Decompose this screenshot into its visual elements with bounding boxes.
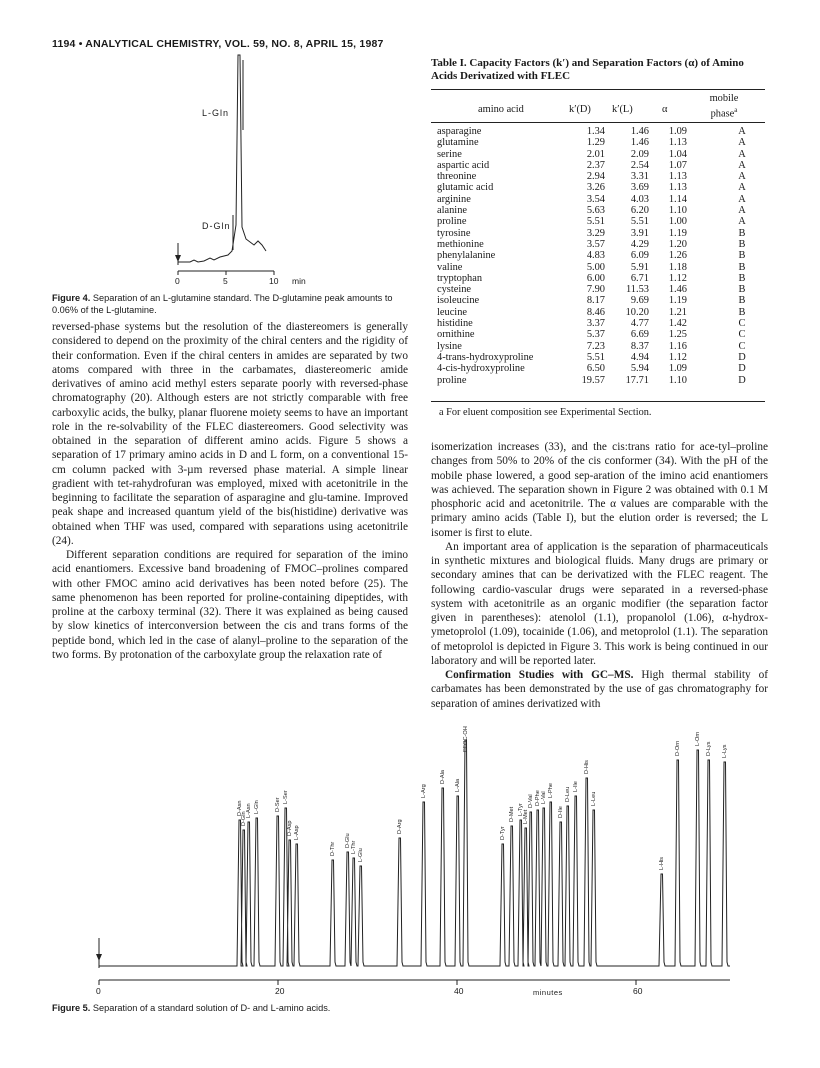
table-cell: 7.90 (586, 284, 605, 296)
table-cell: B (738, 238, 746, 250)
confirmation-studies-text: High thermal stability of carbamates has been demonstrated by the use of gas chromatography for separation of amines derivatized with (431, 669, 768, 710)
table-1-footnote: a For eluent composition see Experimental Section. (439, 407, 652, 418)
table-1-header-rule (431, 122, 765, 123)
figure-5-peak-label: D-His (584, 760, 590, 774)
table-row (437, 137, 761, 148)
table-cell: 10.20 (625, 306, 649, 318)
table-cell: 1.13 (668, 137, 687, 149)
table-cell: 6.50 (586, 363, 605, 375)
injection-arrow-icon (175, 255, 181, 262)
table-row (437, 182, 761, 193)
figure-5-caption (52, 1003, 652, 1015)
table-cell: 4.29 (630, 238, 649, 250)
table-cell: lysine (437, 340, 462, 352)
table-cell: 3.57 (586, 238, 605, 250)
table-cell: A (738, 216, 746, 228)
table-cell: 17.71 (625, 374, 649, 386)
figure-5-axis-label: minutes (533, 988, 563, 997)
table-cell: 5.63 (586, 205, 605, 217)
table-cell: D (738, 351, 746, 363)
table-cell: 9.69 (630, 295, 649, 307)
figure-5-peak-label: D-Val (528, 794, 534, 808)
table-row (437, 171, 761, 182)
table-1-header-amino-acid: amino acid (478, 104, 524, 115)
table-cell: 8.17 (586, 295, 605, 307)
table-1-title: Table I. Capacity Factors (k′) and Separation Factors (α) of Amino Acids Derivatized with FLEC (431, 57, 744, 82)
table-cell: B (738, 272, 746, 284)
left-paragraph-1: reversed-phase systems but the resolution of the diastereomers is generally considered to depend on the proximity of the chiral centers and the rigidity of their conformation. Even if the chiral centers in amides are separated by two atoms compared with three in the carbamates, diastereomeric amide derivatives of amino acid methyl esters separate poorly with reversed-phase chromatography (20). Although esters are not strictly comparable with free carboxylic acids, the bulky, planar fluorene moiety seems to have an important role in the re-solvability of the FLEC diastereomers. Good selectivity was obtained in the separation of different amino acids. Figure 5 shows a separation of 17 primary amino acids in D and L form, on a conventional 15-cm column packed with 3-µm reversed phase material. A simple linear gradient with tet-rahydrofuran was employed, mixed with acetonitrile in the beginning to facilitate the separation of asparagine and glu-tamine. Improved peak shape and increased quantum yield of the bis(histidine) derivative was obtained when THF was used, compared with separations using acetonitrile (24). (52, 321, 408, 547)
table-cell: 5.51 (586, 351, 605, 363)
table-cell: 8.46 (586, 306, 605, 318)
figure-5-injection-arrow-icon (96, 954, 102, 961)
table-row (437, 273, 761, 284)
table-cell: 1.46 (668, 284, 687, 296)
table-cell: D (738, 374, 746, 386)
figure-4-peak-label-d-gln: D-Gln (202, 221, 231, 231)
table-cell: 6.00 (586, 272, 605, 284)
table-cell: 5.94 (630, 363, 649, 375)
table-cell: A (738, 193, 746, 205)
table-cell: 1.13 (668, 182, 687, 194)
table-cell: 4.94 (630, 351, 649, 363)
table-cell: 1.09 (668, 363, 687, 375)
table-cell: B (738, 306, 746, 318)
table-cell: glutamic acid (437, 182, 494, 194)
table-cell: 6.69 (630, 329, 649, 341)
table-cell: 1.12 (668, 351, 687, 363)
table-row (437, 284, 761, 295)
table-cell: 3.69 (630, 182, 649, 194)
table-cell: B (738, 261, 746, 273)
right-column (431, 440, 768, 711)
table-row (437, 194, 761, 205)
table-cell: D (738, 363, 746, 375)
table-cell: proline (437, 216, 467, 228)
figure-5-peak-label: D-Ile (558, 806, 564, 818)
table-cell: tyrosine (437, 227, 471, 239)
table-cell: 1.42 (668, 318, 687, 330)
left-paragraph-2: Different separation conditions are required for separation of the imino acid enantiomers. Excessive band broadening of FMOC–prolines compared with other FMOC amino acid derivatives has been noted before (25). The same phenomenon has been reported for proline-containing dipeptides, with proline at the carboxy terminal (32). There it was explained as being caused by slow kinetics of interconversion between the cis and trans forms of the peptide bond, which led in the case of alanyl–proline to the separation of the two forms. By protonation of the carboxylate group the relaxation rate of (52, 549, 408, 661)
table-row (437, 329, 761, 340)
table-cell: 1.19 (668, 227, 687, 239)
figure-5-peak-label: L-Gln (254, 800, 260, 814)
table-cell: 1.18 (668, 261, 687, 273)
table-row (437, 228, 761, 239)
table-cell: A (738, 182, 746, 194)
table-cell: A (738, 137, 746, 149)
table-cell: 2.01 (586, 148, 605, 160)
table-cell: 1.07 (668, 159, 687, 171)
table-1-header-row (431, 93, 765, 121)
table-cell: 4.77 (630, 318, 649, 330)
figure-4-tick-5: 5 (223, 276, 228, 286)
table-cell: ornithine (437, 329, 475, 341)
table-cell: B (738, 250, 746, 262)
figure-5-peak-label: D-Glu (345, 833, 351, 848)
figure-4-chromatogram (170, 55, 320, 290)
table-cell: C (738, 318, 746, 330)
table-row (437, 318, 761, 329)
table-cell: asparagine (437, 126, 482, 137)
right-paragraph-1: isomerization increases (33), and the cis:trans ratio for ace-tyl–proline changes from 50% to 20% of the cis conformer (34). With the pH of the mobile phase lowered, a good sep-aration of the imino acid enantiomers was achieved. The separation shown in Figure 2 was obtained with 0.1 M phosphoric acid and acetonitrile. The α values are comparable with the primary amino acids (Table I), but the elution order is reversed; the L isomer is first to elute. (431, 441, 768, 539)
table-cell: 4.03 (630, 193, 649, 205)
figure-5-peak-label: L-Ala (455, 778, 461, 792)
table-cell: 1.21 (668, 306, 687, 318)
table-1 (437, 126, 761, 386)
figure-5-tick-20: 20 (275, 986, 285, 996)
table-cell: tryptophan (437, 272, 483, 284)
table-cell: A (738, 205, 746, 217)
table-cell: 3.31 (630, 171, 649, 183)
confirmation-studies-heading: Confirmation Studies with GC–MS. (445, 669, 634, 681)
table-cell: 1.29 (586, 137, 605, 149)
figure-5-chromatogram (90, 726, 750, 1002)
table-cell: 3.54 (586, 193, 605, 205)
table-cell: isoleucine (437, 295, 480, 307)
table-cell: 1.14 (668, 193, 687, 205)
figure-5-peak-label: D-Phe (535, 790, 541, 806)
table-cell: 6.09 (630, 250, 649, 262)
figure-4-axis-unit: min (292, 276, 306, 286)
figure-5-peak-label: L-Ser (283, 790, 289, 804)
figure-5-peak-label: L-Asn (246, 803, 252, 818)
table-cell: 5.00 (586, 261, 605, 273)
table-cell: arginine (437, 193, 471, 205)
table-row (437, 375, 761, 386)
table-cell: histidine (437, 318, 473, 330)
figure-5-trace (99, 740, 730, 966)
table-cell: B (738, 295, 746, 307)
table-1-bottom-rule (431, 401, 765, 402)
figure-5-caption-text: Separation of a standard solution of D- and L-amino acids. (92, 1003, 331, 1013)
table-cell: proline (437, 374, 467, 386)
figure-5-peak-label: D-Leu (565, 786, 571, 802)
table-cell: 1.10 (668, 205, 687, 217)
table-cell: cysteine (437, 284, 472, 296)
table-1-header-footnote-mark: a (734, 105, 738, 114)
figure-4-caption (52, 293, 407, 316)
figure-4-caption-label: Figure 4. (52, 293, 91, 303)
figure-5-peak-label: L-Arg (421, 784, 427, 798)
table-cell: leucine (437, 306, 467, 318)
table-cell: 6.71 (630, 272, 649, 284)
table-cell: 2.94 (586, 171, 605, 183)
table-cell: 1.20 (668, 238, 687, 250)
table-cell: A (738, 126, 746, 137)
figure-5-peak-label: D-Arg (397, 819, 403, 834)
table-cell: 1.12 (668, 272, 687, 284)
table-row (437, 205, 761, 216)
figure-5-tick-0: 0 (96, 986, 101, 996)
table-cell: valine (437, 261, 463, 273)
table-cell: 7.23 (586, 340, 605, 352)
figure-5-peak-label: L-Asp (294, 825, 300, 840)
figure-5-peak-label: D-Ser (275, 797, 281, 812)
table-row (437, 295, 761, 306)
figure-5-peak-label: L-Val (541, 791, 547, 804)
table-cell: 1.46 (630, 137, 649, 149)
figure-5-peak-label: D-Thr (330, 841, 336, 856)
table-cell: 5.91 (630, 261, 649, 273)
figure-5-peak-label: D-Gln (241, 811, 247, 826)
table-cell: 5.51 (630, 216, 649, 228)
table-cell: alanine (437, 205, 467, 217)
table-cell: 1.25 (668, 329, 687, 341)
figure-4-tick-10: 10 (269, 276, 279, 286)
table-cell: A (738, 159, 746, 171)
table-1-header-kd: k′(D) (569, 104, 591, 115)
table-cell: 1.26 (668, 250, 687, 262)
table-cell: C (738, 340, 746, 352)
table-cell: 1.10 (668, 374, 687, 386)
figure-5-peak-label: D-Lys (706, 741, 712, 756)
table-row (437, 341, 761, 352)
table-cell: 2.37 (586, 159, 605, 171)
table-cell: A (738, 171, 746, 183)
figure-5-peak-label: L-Lys (722, 744, 728, 758)
table-cell: 1.19 (668, 295, 687, 307)
figure-5-peak-label: D-Ala (440, 770, 446, 784)
right-paragraph-2: An important area of application is the separation of pharmaceuticals in synthetic mixtures and biological fluids. Many drugs are primary or secondary amines that can be derivatized with the FLEC reagent. The following cardio-vascular drugs were separated in a reversed-phase system with acetonitrile as an organic modifier (the separation factor given in parentheses): atenolol (1.1), propanolol (1.06), α-hydrox-ymetoprolol (1.09), tocainide (1.06), and metoprolol (1.1). The separation of metoprolol is depicted in Figure 3. This work is being continued in our laboratory and will be reported later. (431, 540, 768, 667)
figure-4-caption-text: Separation of an L-glutamine standard. The D-glutamine peak amounts to 0.06% of the L-glutamine. (52, 293, 393, 315)
table-cell: 1.13 (668, 171, 687, 183)
figure-5-peak-label: D-Met (509, 806, 515, 822)
table-cell: phenylalanine (437, 250, 496, 262)
table-1-header-alpha: α (662, 104, 668, 115)
table-cell: B (738, 227, 746, 239)
left-column (52, 320, 408, 662)
table-cell: 3.37 (586, 318, 605, 330)
table-cell: 3.26 (586, 182, 605, 194)
figure-5-peak-label: D-Tyr (500, 826, 506, 840)
figure-5-peak-label: L-Phe (548, 783, 554, 798)
table-cell: 5.37 (586, 329, 605, 341)
table-cell: 1.46 (630, 126, 649, 137)
table-1-header-mobile-phase-text: mobile phase (709, 93, 739, 119)
table-cell: 6.20 (630, 205, 649, 217)
running-header: 1194 • ANALYTICAL CHEMISTRY, VOL. 59, NO. 8, APRIL 15, 1987 (52, 38, 384, 50)
table-cell: 4-cis-hydroxyproline (437, 363, 525, 375)
table-cell: 1.16 (668, 340, 687, 352)
table-row (437, 149, 761, 160)
table-cell: 2.54 (630, 159, 649, 171)
table-cell: methionine (437, 238, 484, 250)
figure-5-peak-label: L-Leu (591, 791, 597, 806)
table-cell: 4-trans-hydroxyproline (437, 351, 534, 363)
table-1-top-rule (431, 89, 765, 90)
figure-5-peak-label: L-Ile (573, 781, 579, 792)
table-cell: 3.29 (586, 227, 605, 239)
figure-4-tick-0: 0 (175, 276, 180, 286)
table-cell: 11.53 (626, 284, 649, 296)
table-cell: 1.09 (668, 126, 687, 137)
table-row (437, 307, 761, 318)
figure-5-peak-label: D-Orn (675, 740, 681, 756)
figure-5-peak-label: L-Orn (695, 731, 701, 746)
table-cell: 5.51 (586, 216, 605, 228)
table-row (437, 126, 761, 137)
figure-5-peak-label: D-Asn (237, 800, 243, 816)
table-row (437, 250, 761, 261)
table-cell: 1.04 (668, 148, 687, 160)
table-cell: serine (437, 148, 462, 160)
table-cell: 1.34 (586, 126, 605, 137)
table-row (437, 160, 761, 171)
right-paragraph-3 (431, 668, 768, 711)
table-cell: A (738, 148, 746, 160)
figure-5-peak-label: FEOC-OH (463, 726, 469, 752)
table-row (437, 352, 761, 363)
table-cell: 4.83 (586, 250, 605, 262)
figure-4-peak-label-l-gln: L-Gln (202, 108, 230, 118)
table-cell: 19.57 (581, 374, 605, 386)
figure-5-peak-label: L-Glu (358, 848, 364, 862)
table-cell: 1.00 (668, 216, 687, 228)
figure-5-peak-label: L-Tyr (518, 803, 524, 816)
table-row (437, 216, 761, 227)
figure-5-tick-40: 40 (454, 986, 464, 996)
table-cell: B (738, 284, 746, 296)
figure-5-peak-label: D-Asp (287, 820, 293, 836)
table-cell: 8.37 (630, 340, 649, 352)
table-row (437, 363, 761, 374)
table-cell: C (738, 329, 746, 341)
table-cell: glutamine (437, 137, 479, 149)
table-1-body (437, 126, 761, 386)
figure-5-peak-label: L-His (659, 856, 665, 870)
figure-5-peak-label: L-Thr (351, 840, 357, 854)
table-1-header-kl: k′(L) (612, 104, 633, 115)
table-1-header-mobile-phase (701, 93, 747, 119)
table-row (437, 239, 761, 250)
table-row (437, 262, 761, 273)
table-cell: threonine (437, 171, 477, 183)
figure-5-caption-label: Figure 5. (52, 1003, 91, 1013)
figure-5-peak-label: L-Met (523, 809, 529, 824)
figure-5-tick-60: 60 (633, 986, 643, 996)
table-cell: 2.09 (630, 148, 649, 160)
table-cell: 3.91 (630, 227, 649, 239)
table-cell: aspartic acid (437, 159, 490, 171)
